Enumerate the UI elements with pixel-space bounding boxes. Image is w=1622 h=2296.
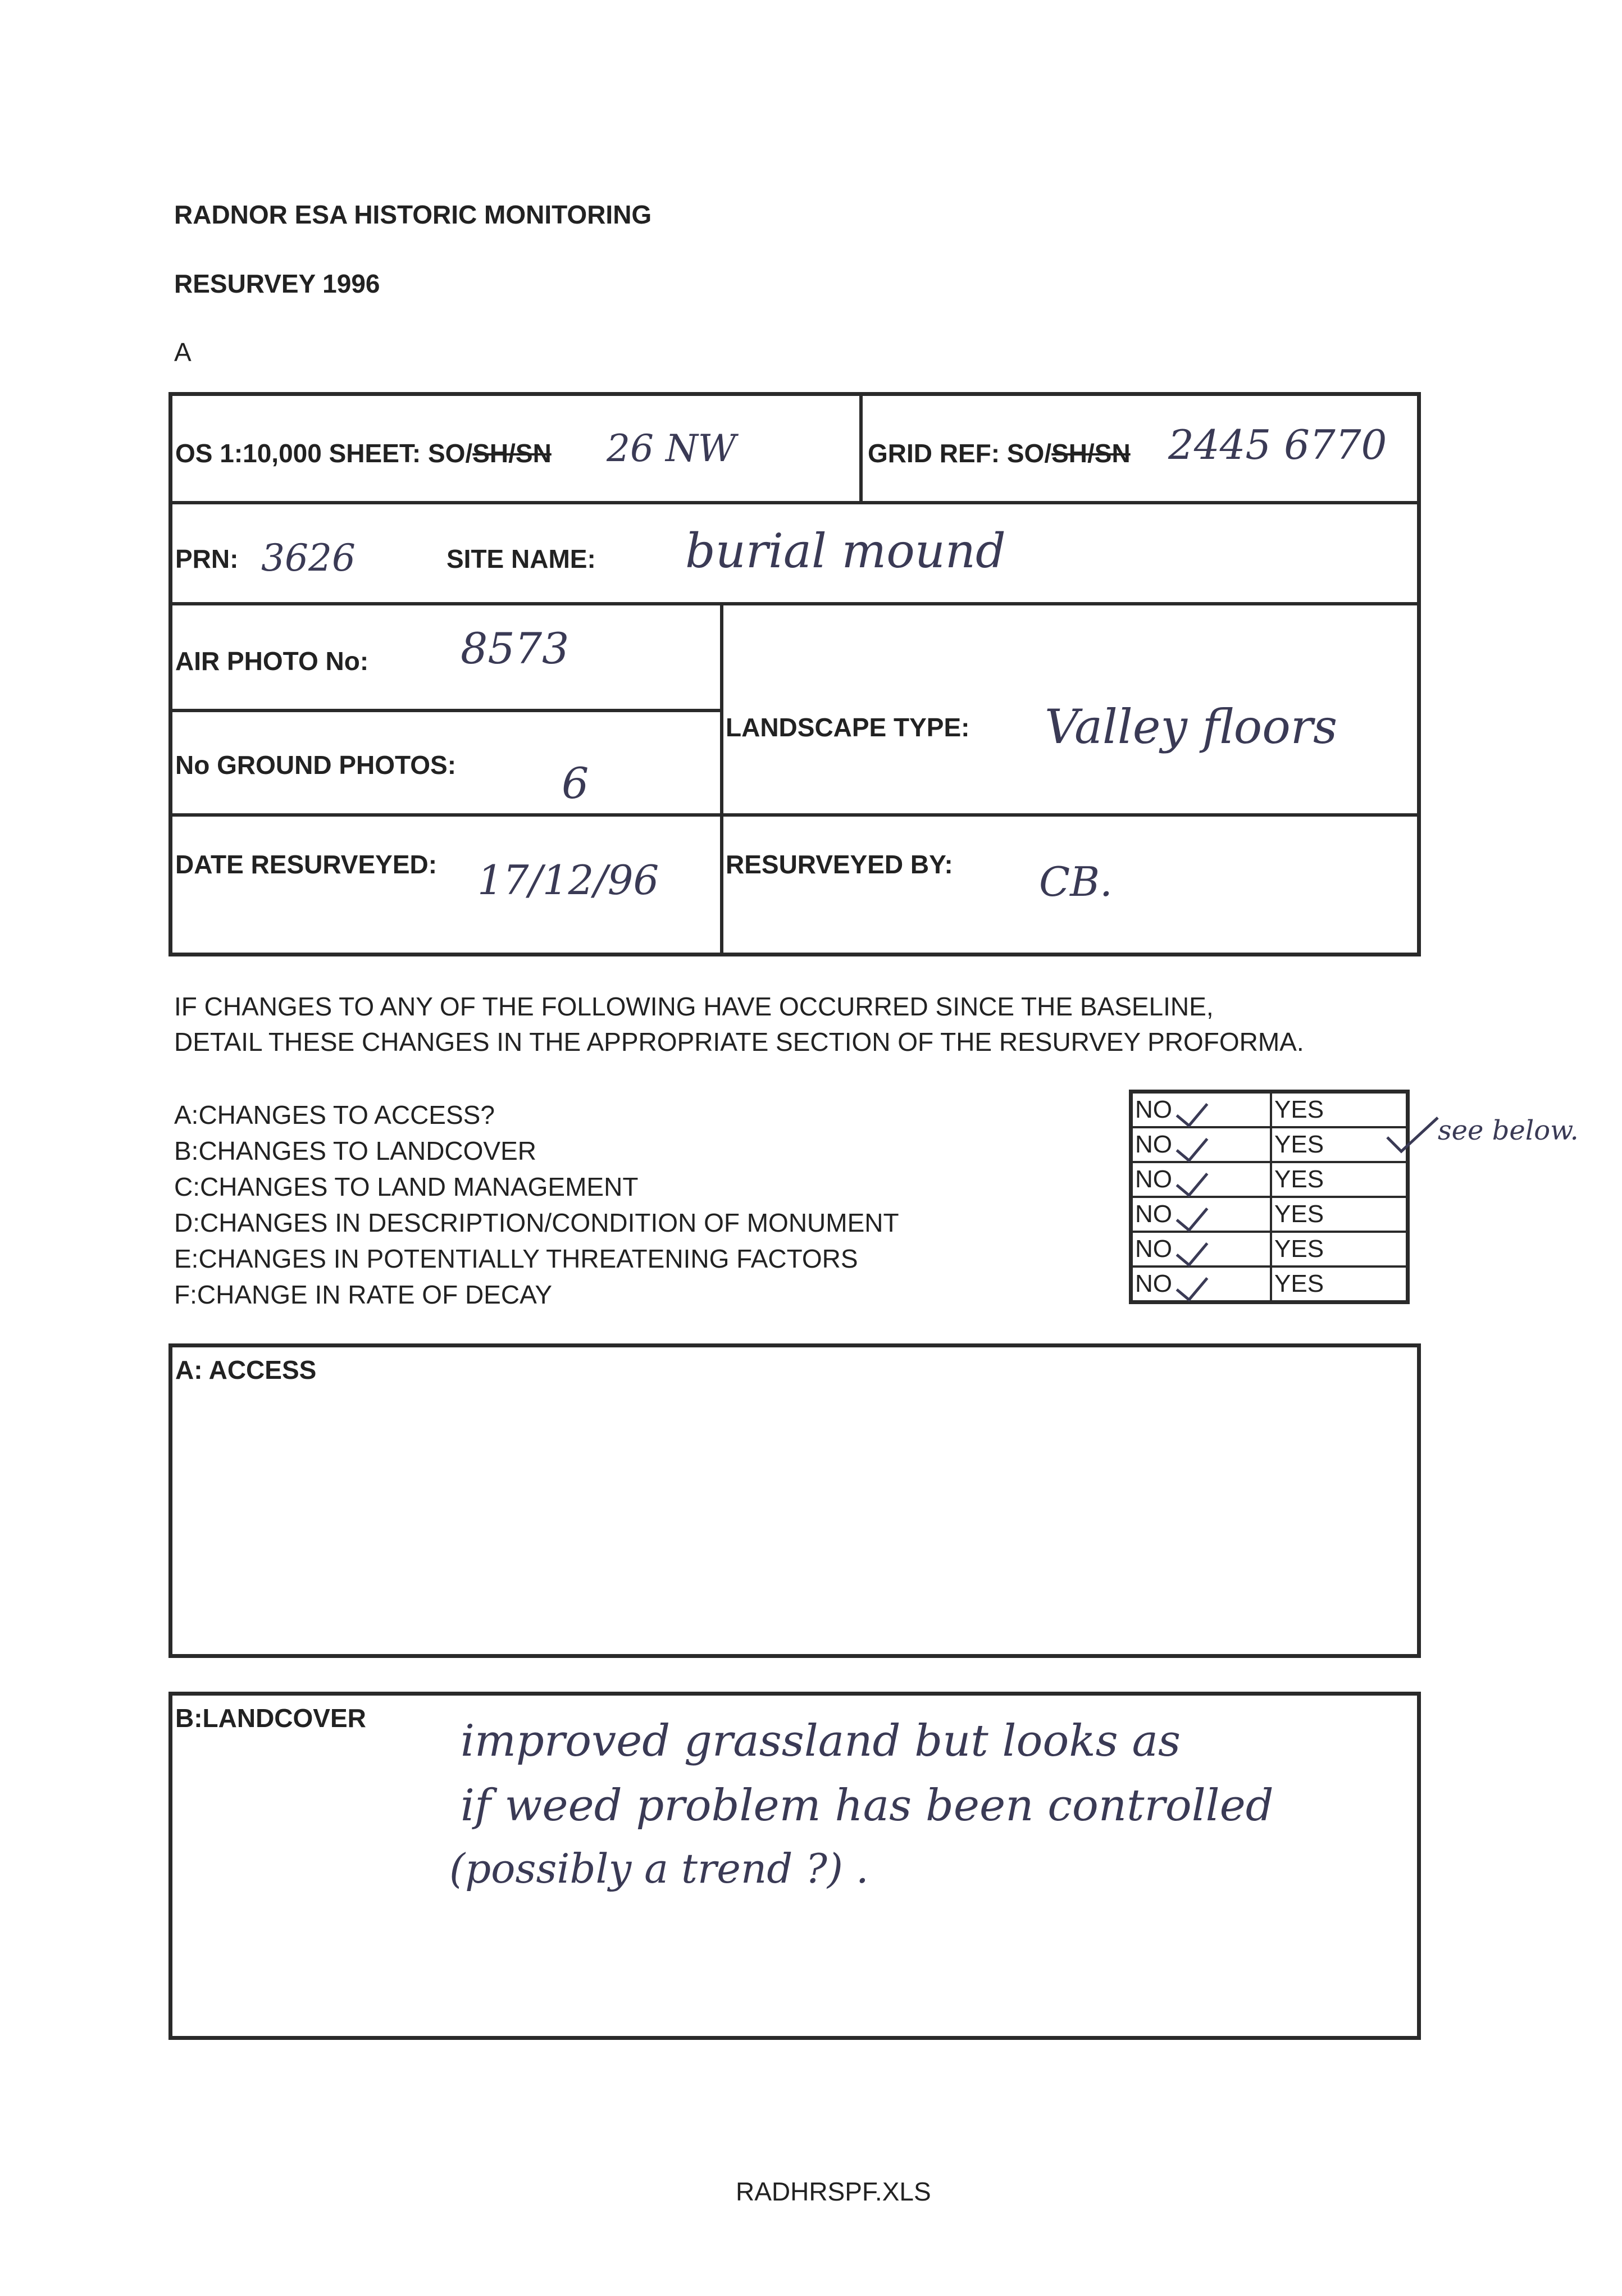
grid-ref-struck: SH/SN — [1051, 439, 1131, 468]
table-row — [1131, 1197, 1408, 1232]
tick-mark-icon — [1176, 1128, 1209, 1163]
yes-option[interactable]: YES — [1271, 1162, 1408, 1197]
form-divider — [859, 392, 863, 502]
table-row — [1131, 1267, 1408, 1302]
footer-filename: RADHRSPF.XLS — [736, 2177, 931, 2206]
instruction-line-2: DETAIL THESE CHANGES IN THE APPROPRIATE SECTION OF THE RESURVEY PROFORMA. — [174, 1027, 1304, 1056]
table-row — [1131, 1162, 1408, 1197]
side-note: see below. — [1438, 1115, 1579, 1146]
section-letter: A — [174, 338, 192, 367]
no-option[interactable]: NO — [1131, 1232, 1272, 1267]
yes-option[interactable]: YES — [1271, 1197, 1408, 1232]
form-divider — [720, 602, 723, 956]
os-sheet-label: OS 1:10,000 SHEET: SO/SH/SN — [175, 439, 552, 468]
air-photo-value: 8573 — [461, 623, 569, 673]
no-option[interactable]: NO — [1131, 1092, 1272, 1128]
date-resurveyed-value: 17/12/96 — [477, 857, 659, 904]
tick-mark-icon — [1176, 1233, 1209, 1267]
landcover-note-line-2: if weed problem has been controlled — [461, 1780, 1274, 1831]
question-threatening-factors: E:CHANGES IN POTENTIALLY THREATENING FACTORS — [174, 1244, 858, 1273]
prn-value: 3626 — [261, 536, 356, 580]
yes-option[interactable]: YES — [1271, 1127, 1408, 1162]
os-sheet-value: 26 NW — [607, 427, 736, 470]
access-section — [168, 1343, 1421, 1658]
table-row — [1131, 1127, 1408, 1162]
landscape-type-label: LANDSCAPE TYPE: — [726, 713, 970, 742]
yes-option[interactable]: YES — [1271, 1092, 1408, 1128]
grid-ref-label: GRID REF: SO/SH/SN — [868, 439, 1131, 468]
document-title: RADNOR ESA HISTORIC MONITORING — [174, 200, 652, 229]
no-option[interactable]: NO — [1131, 1197, 1272, 1232]
yes-no-table — [1129, 1090, 1410, 1304]
landcover-note-line-3: (possibly a trend ?) . — [449, 1845, 869, 1892]
air-photo-label: AIR PHOTO No: — [175, 646, 369, 676]
form-divider — [168, 602, 1421, 605]
prn-label: PRN: — [175, 544, 239, 573]
table-row — [1131, 1092, 1408, 1128]
landscape-type-value: Valley floors — [1045, 699, 1338, 754]
margin-tick-icon — [1382, 1115, 1443, 1160]
form-divider — [168, 813, 1421, 817]
grid-ref-value: 2445 6770 — [1168, 421, 1387, 468]
yes-option[interactable]: YES — [1271, 1232, 1408, 1267]
resurveyed-by-label: RESURVEYED BY: — [726, 850, 953, 879]
site-name-label: SITE NAME: — [446, 544, 596, 573]
question-monument-condition: D:CHANGES IN DESCRIPTION/CONDITION OF MONUMENT — [174, 1208, 899, 1237]
tick-mark-icon — [1176, 1268, 1209, 1302]
yes-option[interactable]: YES — [1271, 1267, 1408, 1302]
instruction-line-1: IF CHANGES TO ANY OF THE FOLLOWING HAVE OCCURRED SINCE THE BASELINE, — [174, 992, 1214, 1021]
site-name-value: burial mound — [685, 523, 1006, 578]
no-option[interactable]: NO — [1131, 1127, 1272, 1162]
date-resurveyed-label: DATE RESURVEYED: — [175, 850, 438, 879]
form-divider — [168, 501, 1421, 504]
question-land-management: C:CHANGES TO LAND MANAGEMENT — [174, 1172, 639, 1201]
question-rate-of-decay: F:CHANGE IN RATE OF DECAY — [174, 1280, 553, 1309]
table-row — [1131, 1232, 1408, 1267]
form-divider — [168, 709, 722, 712]
landcover-heading: B:LANDCOVER — [175, 1703, 366, 1733]
os-sheet-struck: SH/SN — [472, 439, 552, 468]
tick-mark-icon — [1176, 1198, 1209, 1232]
question-access: A:CHANGES TO ACCESS? — [174, 1100, 495, 1129]
no-option[interactable]: NO — [1131, 1267, 1272, 1302]
landcover-note-line-1: improved grassland but looks as — [461, 1716, 1181, 1766]
question-landcover: B:CHANGES TO LANDCOVER — [174, 1136, 537, 1165]
document-subtitle: RESURVEY 1996 — [174, 269, 380, 298]
ground-photos-label: No GROUND PHOTOS: — [175, 750, 457, 780]
no-option[interactable]: NO — [1131, 1162, 1272, 1197]
tick-mark-icon — [1176, 1163, 1209, 1197]
resurveyed-by-value: CB. — [1039, 858, 1113, 905]
access-heading: A: ACCESS — [175, 1355, 317, 1384]
tick-mark-icon — [1176, 1094, 1209, 1128]
ground-photos-value: 6 — [562, 758, 589, 808]
